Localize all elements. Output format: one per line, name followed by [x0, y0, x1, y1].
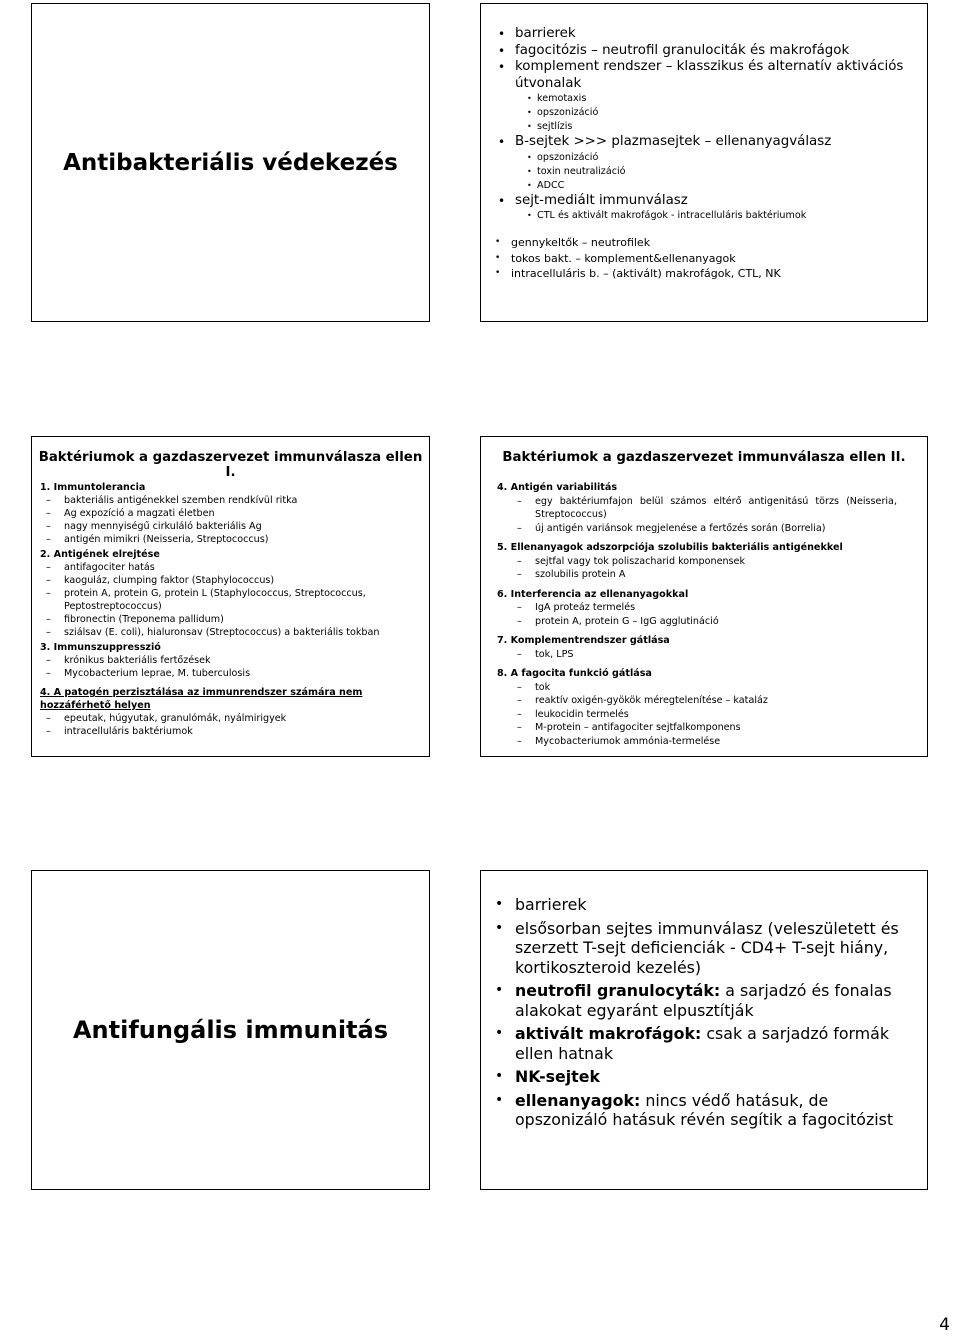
list-item	[487, 1067, 903, 1087]
list-item	[487, 981, 903, 1020]
list-item: – fibronectin (Treponema pallidum)	[40, 613, 415, 626]
summary-item: • tokos bakt. – komplement&ellenanyagok	[495, 251, 917, 267]
list-item: – IgA proteáz termelés	[497, 601, 897, 615]
slide-4	[480, 436, 928, 757]
list-item: – Mycobacteriumok ammónia-termelése	[497, 735, 897, 749]
page-number: 4	[939, 1315, 950, 1335]
slide-6-bullet-list	[487, 895, 903, 1134]
list-item: – epeutak, húgyutak, granulómák, nyálmirigyek	[40, 712, 415, 725]
list-item: – antigén mimikri (Neisseria, Streptococcus)	[40, 533, 415, 546]
list-item	[487, 1091, 903, 1130]
list-item: – új antigén variánsok megjelenése a fertőzés során (Borrelia)	[497, 522, 897, 536]
section-heading: 4. A patogén perzisztálása az immunrendszer számára nem hozzáférhető helyen	[40, 687, 363, 711]
list-item: – protein A, protein G – IgG agglutináció	[497, 615, 897, 629]
list-subitem: • ADCC	[495, 179, 917, 193]
list-item: – szolubilis protein A	[497, 568, 897, 582]
bold-term: neutrofil granulocyták:	[515, 981, 721, 1000]
section-heading: 7. Komplementrendszer gátlása	[497, 635, 670, 646]
item-text: a sarjadzó és fonalas alakokat egyaránt elpusztítják	[515, 981, 892, 1020]
section-heading: 6. Interferencia az ellenanyagokkal	[497, 588, 689, 600]
list-subitem: • opszonizáció	[495, 151, 917, 165]
list-item: – intracelluláris baktériumok	[40, 725, 415, 738]
list-subitem: • kemotaxis	[495, 92, 917, 106]
list-item: – reaktív oxigén-gyökök méregtelenítése – kataláz	[497, 694, 897, 708]
list-item: – protein A, protein G, protein L (Staphylococcus, Streptococcus, Peptostreptococcus)	[40, 587, 415, 613]
list-item: • elsősorban sejtes immunválasz (veleszületett és szerzett T-sejt deficienciák - CD4+ T-sejt hiány, kortikoszteroid kezelés)	[487, 919, 903, 978]
slide-4-title: Baktériumok a gazdaszervezet immunválasza ellen II.	[502, 450, 906, 465]
slide-3-content	[40, 481, 415, 738]
list-item: – Mycobacterium leprae, M. tuberculosis	[40, 667, 415, 680]
list-item: – bakteriális antigénekkel szemben rendkívül ritka	[40, 494, 415, 507]
list-item: – leukocidin termelés	[497, 708, 897, 722]
slide-3	[31, 436, 430, 757]
list-item: – kaoguláz, clumping faktor (Staphylococcus)	[40, 574, 415, 587]
list-item: – krónikus bakteriális fertőzések	[40, 654, 415, 667]
list-item: – sziálsav (E. coli), hialuronsav (Streptococcus) a bakteriális tokban	[40, 626, 415, 639]
list-subitem: • sejtlízis	[495, 120, 917, 134]
section-heading: 8. A fagocita funkció gátlása	[497, 668, 652, 679]
list-item: • barrierek	[487, 895, 903, 915]
list-subitem: • toxin neutralizáció	[495, 165, 917, 179]
section-heading: 4. Antigén variabilitás	[497, 482, 618, 493]
bold-term: aktivált makrofágok:	[515, 1024, 702, 1043]
list-item: – nagy mennyiségű cirkuláló bakteriális Ag	[40, 520, 415, 533]
list-item: • sejt-mediált immunválasz	[495, 193, 917, 210]
list-item: – sejtfal vagy tok poliszacharid komponensek	[497, 555, 897, 569]
list-item: – tok	[497, 681, 897, 695]
slide-1-title: Antibakteriális védekezés	[63, 149, 398, 176]
list-subitem: • CTL és aktivált makrofágok - intracelluláris baktériumok	[495, 209, 917, 223]
slide-2-summary-list	[495, 235, 917, 282]
bold-term: ellenanyagok:	[515, 1090, 641, 1110]
section-heading: 5. Ellenanyagok adszorpciója szolubilis bakteriális antigénekkel	[497, 542, 843, 553]
list-item: • fagocitózis – neutrofil granulociták és makrofágok	[495, 43, 917, 60]
section-heading: 3. Immunszuppresszió	[40, 642, 161, 653]
list-item: – Ag expozíció a magzati életben	[40, 507, 415, 520]
bold-term: NK-sejtek	[515, 1067, 600, 1086]
list-item: • barrierek	[495, 26, 917, 43]
slide-5-title: Antifungális immunitás	[72, 1016, 389, 1044]
list-subitem: • opszonizáció	[495, 106, 917, 120]
summary-item: • gennykeltők – neutrofilek	[495, 235, 917, 251]
list-item: – egy baktériumfajon belül számos eltérő antigenitású törzs (Neisseria, Streptococcus)	[497, 495, 897, 522]
slide-2-bullet-list	[495, 26, 917, 223]
list-item: – antifagociter hatás	[40, 561, 415, 574]
list-item: • B-sejtek >>> plazmasejtek – ellenanyagválasz	[495, 134, 917, 151]
slide-3-title: Baktériumok a gazdaszervezet immunválasza ellen I.	[38, 450, 423, 480]
list-item: – tok, LPS	[497, 648, 897, 662]
item-text: csak a sarjadzó formák ellen hatnak	[515, 1024, 889, 1063]
summary-item: • intracelluláris b. – (aktivált) makrofágok, CTL, NK	[495, 266, 917, 282]
slide-6	[480, 870, 928, 1190]
slide-4-content	[497, 481, 897, 748]
list-item	[487, 1024, 903, 1063]
section-heading: 1. Immuntolerancia	[40, 482, 146, 493]
section-heading: 2. Antigének elrejtése	[40, 549, 160, 560]
slide-1	[31, 3, 430, 322]
slide-5	[31, 870, 430, 1190]
list-item: • komplement rendszer – klasszikus és alternatív aktivációs útvonalak	[495, 59, 917, 92]
item-text: nincs védő hatásuk, de opszonizáló hatásuk révén segítik a fagocitózist	[515, 1090, 894, 1129]
list-item: – M-protein – antifagociter sejtfalkomponens	[497, 721, 897, 735]
slide-2	[480, 3, 928, 322]
